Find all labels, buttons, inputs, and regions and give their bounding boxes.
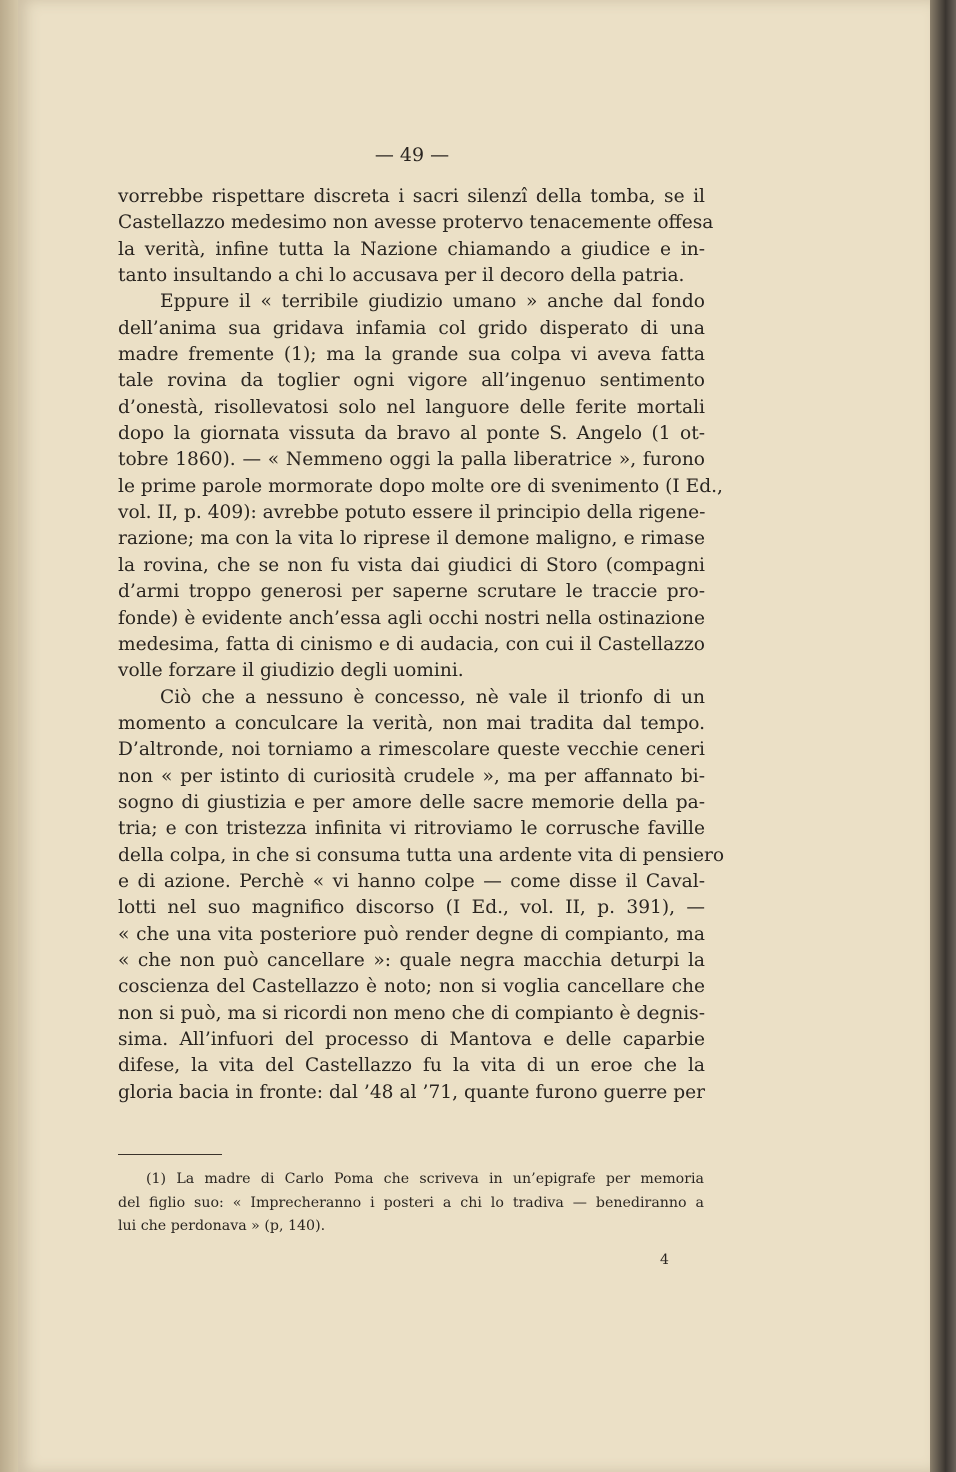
book-gutter	[0, 0, 20, 1472]
text-line: lotti nel suo magnifico discorso (I Ed., vol. II, p. 391), —	[118, 897, 705, 919]
text-line: madre fremente (1); ma la grande sua colpa vi aveva fatta	[118, 344, 705, 366]
text-line: tale rovina da toglier ogni vigore all’ingenuo sentimento	[118, 370, 705, 392]
footnote-rule	[118, 1154, 222, 1155]
body-text	[118, 184, 725, 1106]
text-line: razione; ma con la vita lo riprese il demone maligno, e rimase	[118, 528, 705, 550]
text-line: tria; e con tristezza infinita vi ritroviamo le corrusche faville	[118, 818, 705, 840]
paragraph	[118, 685, 725, 1107]
text-line: gloria bacia in fronte: dal ’48 al ’71, quante furono guerre per	[118, 1081, 705, 1103]
signature-mark: 4	[660, 1252, 669, 1268]
text-line: d’onestà, risollevatosi solo nel languore delle ferite mortali	[118, 396, 705, 418]
text-line: coscienza del Castellazzo è noto; non si voglia cancellare che	[118, 976, 705, 998]
text-line: volle forzare il giudizio degli uomini.	[118, 660, 464, 682]
paragraph	[118, 184, 714, 289]
text-line: vol. II, p. 409): avrebbe potuto essere il principio della rigene-	[118, 502, 706, 524]
text-line: medesima, fatta di cinismo e di audacia, con cui il Castellazzo	[118, 633, 705, 655]
text-line: e di azione. Perchè « vi hanno colpe — come disse il Caval-	[118, 870, 705, 892]
text-line: Eppure il « terribile giudizio umano » anche dal fondo	[160, 291, 705, 313]
text-line: « che non può cancellare »: quale negra macchia deturpi la	[118, 949, 705, 971]
paragraph	[118, 289, 723, 684]
text-line: dopo la giornata vissuta da bravo al ponte S. Angelo (1 ot-	[118, 423, 705, 445]
footnote-line: lui che perdonava » (p, 140).	[118, 1218, 326, 1234]
footnote-line: (1) La madre di Carlo Poma che scriveva in un’epigrafe per memoria	[146, 1171, 704, 1187]
text-line: della colpa, in che si consuma tutta una ardente vita di pensiero	[118, 844, 725, 866]
text-line: D’altronde, noi torniamo a rimescolare queste vecchie ceneri	[118, 739, 705, 761]
text-line: d’armi troppo generosi per saperne scrutare le traccie pro-	[118, 581, 705, 603]
text-line: la rovina, che se non fu vista dai giudici di Storo (compagni	[118, 554, 705, 576]
text-line: tanto insultando a chi lo accusava per il decoro della patria.	[118, 265, 685, 287]
text-line: Ciò che a nessuno è concesso, nè vale il trionfo di un	[160, 686, 705, 708]
text-line: tobre 1860). — « Nemmeno oggi la palla liberatrice », furono	[118, 449, 705, 471]
text-line: momento a conculcare la verità, non mai tradita dal tempo.	[118, 712, 705, 734]
text-line: le prime parole mormorate dopo molte ore di svenimento (I Ed.,	[118, 475, 723, 497]
text-line: la verità, infine tutta la Nazione chiamando a giudice e in-	[118, 238, 705, 260]
text-line: sima. All’infuori del processo di Mantova e delle caparbie	[118, 1029, 705, 1050]
footnote-line: del figlio suo: « Imprecheranno i posteri a chi lo tradiva — benediranno a	[118, 1194, 704, 1211]
text-line: sogno di giustizia e per amore delle sacre memorie della pa-	[118, 791, 705, 813]
text-line: fonde) è evidente anch’essa agli occhi nostri nella ostinazione	[118, 607, 705, 629]
text-line: non « per istinto di curiosità crudele », ma per affannato bi-	[118, 765, 705, 787]
text-line: « che una vita posteriore può render degne di compianto, ma	[118, 923, 705, 945]
page-number: — 49 —	[374, 144, 450, 166]
text-line: Castellazzo medesimo non avesse protervo tenacemente offesa	[118, 212, 714, 234]
text-line: vorrebbe rispettare discreta i sacri silenzî della tomba, se il	[118, 186, 705, 207]
text-line: non si può, ma si ricordi non meno che di compianto è degnis-	[118, 1002, 705, 1024]
text-line: difese, la vita del Castellazzo fu la vita di un eroe che la	[118, 1055, 705, 1077]
footnote	[118, 1168, 704, 1239]
page-edge	[930, 0, 956, 1472]
text-line: dell’anima sua gridava infamia col grido disperato di una	[118, 317, 705, 339]
